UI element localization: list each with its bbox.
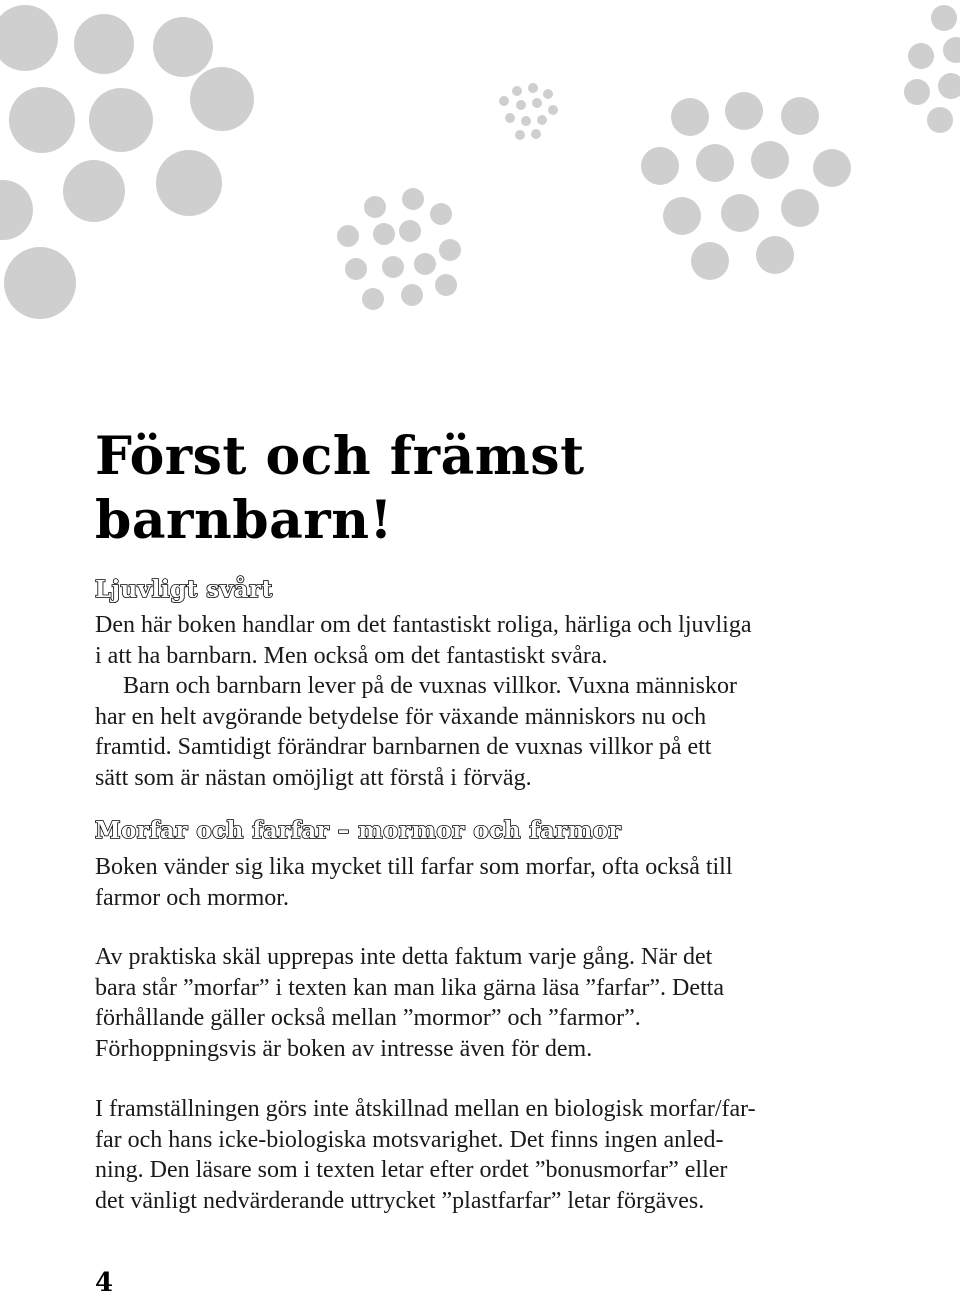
decorative-dot [382, 256, 404, 278]
decorative-dot [401, 284, 423, 306]
decorative-dot [548, 105, 558, 115]
page-number: 4 [95, 1268, 114, 1298]
decorative-dot [943, 37, 960, 63]
text-line: förhållande gäller också mellan ”mormor” och ”farmor”. [95, 1005, 641, 1031]
decorative-dot [696, 144, 734, 182]
decorative-dot [537, 115, 547, 125]
decorative-dot [4, 247, 76, 319]
section-heading-morfar-och-farfar: Morfar och farfar – mormor och farmor [95, 817, 622, 844]
body-paragraph [95, 852, 855, 913]
decorative-dot [430, 203, 452, 225]
text-line: bara står ”morfar” i texten kan man lika gärna läsa ”farfar”. Detta [95, 974, 724, 1001]
decorative-dot [813, 149, 851, 187]
decorative-dot [721, 194, 759, 232]
page-title [95, 425, 895, 553]
decorative-dot [345, 258, 367, 280]
text-line: sätt som är nästan omöjligt att förstå i förväg. [95, 764, 532, 791]
decorative-dot [512, 86, 522, 96]
body-paragraph [95, 610, 855, 793]
decorative-dot [74, 14, 134, 74]
decorative-dot [190, 67, 254, 131]
decorative-dot [499, 96, 509, 106]
decorative-dot [663, 197, 701, 235]
text-line: i att ha barnbarn. Men också om det fantastiskt svåra. [95, 642, 608, 669]
text-line: Boken vänder sig lika mycket till farfar som morfar, ofta också till [95, 854, 733, 880]
decorative-dot [671, 98, 709, 136]
decorative-dot [543, 89, 553, 99]
decorative-dot [362, 288, 384, 310]
decorative-dot [364, 196, 386, 218]
decorative-dot [435, 274, 457, 296]
text-line: Av praktiska skäl upprepas inte detta faktum varje gång. När det [95, 944, 713, 970]
text-line: det vänligt nedvärderande uttrycket ”plastfarfar” letar förgäves. [95, 1187, 705, 1214]
decorative-dot [156, 150, 222, 216]
decorative-dot [153, 17, 213, 77]
decorative-dot [515, 130, 525, 140]
text-line: ning. Den läsare som i texten letar efter ordet ”bonusmorfar” eller [95, 1157, 728, 1183]
decorative-dot [89, 88, 153, 152]
decorative-dot [725, 92, 763, 130]
decorative-dot [9, 87, 75, 153]
decorative-dot [781, 97, 819, 135]
decorative-dot [938, 73, 960, 99]
text-line: Förhoppningsvis är boken av intresse även för dem. [95, 1035, 593, 1062]
decorative-dot [528, 83, 538, 93]
text-line: har en helt avgörande betydelse för växande människors nu och [95, 703, 707, 730]
decorative-dot [414, 253, 436, 275]
decorative-dot [531, 129, 541, 139]
decorative-dot [781, 189, 819, 227]
decorative-dot [532, 98, 542, 108]
text-line: farmor och mormor. [95, 884, 289, 911]
decorative-dot [63, 160, 125, 222]
text-line: framtid. Samtidigt förändrar barnbarnen de vuxnas villkor på ett [95, 734, 712, 760]
page-title-line: barnbarn! [95, 490, 393, 551]
section-heading-ljuvligt-svart: Ljuvligt svårt [95, 576, 273, 603]
decorative-dot [908, 43, 934, 69]
decorative-dot [373, 223, 395, 245]
decorative-dot [505, 113, 515, 123]
decorative-dot [756, 236, 794, 274]
page-title-line: Först och främst [95, 426, 585, 487]
decorative-dot [0, 5, 58, 71]
decorative-dot [439, 239, 461, 261]
decorative-dot [402, 188, 424, 210]
text-line: far och hans icke-biologiska motsvarighet. Det finns ingen anled- [95, 1126, 724, 1153]
decorative-dot [0, 180, 33, 240]
body-paragraph [95, 942, 855, 1064]
decorative-dot [904, 79, 930, 105]
text-line: Barn och barnbarn lever på de vuxnas villkor. Vuxna människor [123, 673, 737, 699]
body-paragraph [95, 1094, 855, 1216]
decorative-dot [931, 5, 957, 31]
decorative-dot [516, 100, 526, 110]
decorative-dot [337, 225, 359, 247]
decorative-dot [691, 242, 729, 280]
decorative-dot [641, 147, 679, 185]
decorative-dot [751, 141, 789, 179]
decorative-dot [399, 220, 421, 242]
text-line: I framställningen görs inte åtskillnad mellan en biologisk morfar/far- [95, 1096, 756, 1122]
decorative-dot [927, 107, 953, 133]
text-line: Den här boken handlar om det fantastiskt roliga, härliga och ljuvliga [95, 612, 752, 638]
decorative-dot [521, 116, 531, 126]
decorative-dot-pattern [0, 0, 960, 340]
